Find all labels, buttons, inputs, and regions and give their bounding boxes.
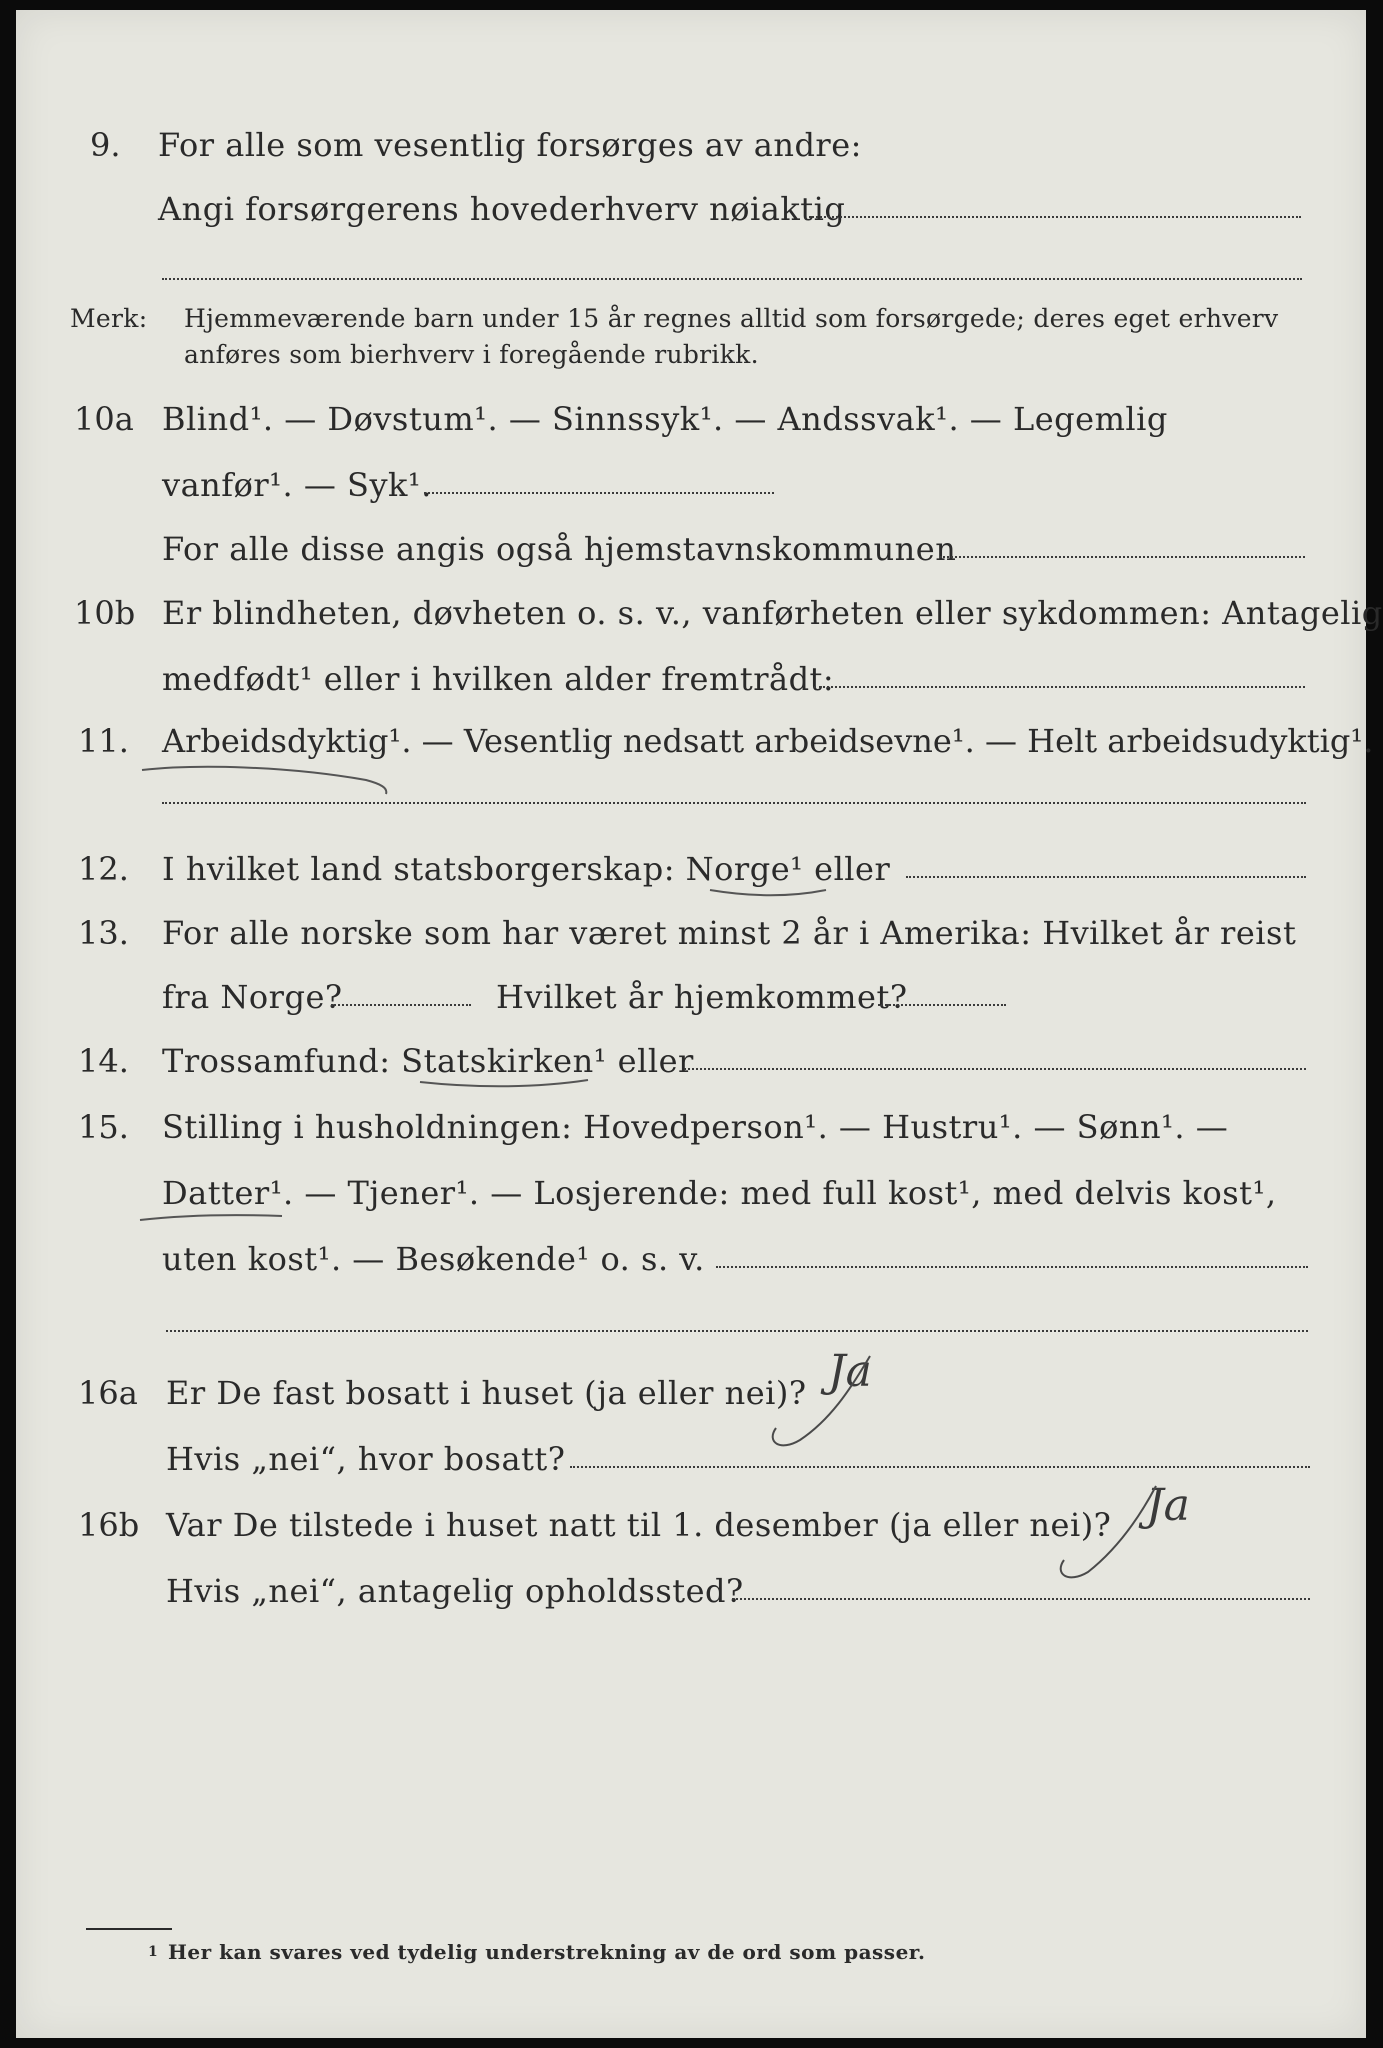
- footnote-text: Her kan svares ved tydelig understrekning av de ord som passer.: [168, 1940, 926, 1964]
- q11-line1: Arbeidsdyktig¹. — Vesentlig nedsatt arbeidsevne¹. — Helt arbeidsudyktig¹.: [162, 722, 1374, 760]
- q10b-line2: medfødt¹ eller i hvilken alder fremtrådt:: [162, 660, 835, 698]
- q9-line1: For alle som vesentlig forsørges av andre:: [158, 126, 862, 164]
- q14-number: 14.: [78, 1042, 129, 1080]
- q16b-handwritten-stroke: [1044, 1480, 1164, 1590]
- q13-line1: For alle norske som har været minst 2 år i Amerika: Hvilket år reist: [162, 914, 1297, 952]
- q15-line2: Datter¹. — Tjener¹. — Losjerende: med full kost¹, med delvis kost¹,: [162, 1174, 1277, 1212]
- q10a-answer-line[interactable]: [424, 492, 774, 494]
- q10b-answer-line[interactable]: [814, 686, 1305, 688]
- q12-handwritten-underline: [706, 882, 836, 906]
- q16b-number: 16b: [78, 1506, 140, 1544]
- merk-line2: anføres som bierhverv i foregående rubrikk.: [184, 340, 759, 369]
- q10a-line1: Blind¹. — Døvstum¹. — Sinnssyk¹. — Andssvak¹. — Legemlig: [162, 400, 1168, 438]
- q13-reist-line[interactable]: [331, 1004, 471, 1006]
- q15-handwritten-underline: [136, 1206, 286, 1232]
- q15-line3: uten kost¹. — Besøkende¹ o. s. v.: [162, 1240, 705, 1278]
- q14-handwritten-underline: [416, 1074, 596, 1096]
- q16a-line2: Hvis „nei“, hvor bosatt?: [166, 1440, 566, 1478]
- q9-number: 9.: [90, 126, 121, 164]
- q13-hjemkommet-line[interactable]: [878, 1004, 1006, 1006]
- q10a-number: 10a: [74, 400, 134, 438]
- q16a-handwritten-answer: Ja: [828, 1346, 872, 1397]
- q15-line1: Stilling i husholdningen: Hovedperson¹. — Hustru¹. — Sønn¹. —: [162, 1108, 1229, 1146]
- q10a-line3: For alle disse angis også hjemstavnskommunen: [162, 530, 957, 568]
- q16a-number: 16a: [78, 1374, 138, 1412]
- q15-answer-line[interactable]: [716, 1266, 1308, 1268]
- q16a-answer-line[interactable]: [570, 1466, 1310, 1468]
- q10b-number: 10b: [74, 594, 136, 632]
- q16a-line1: Er De fast bosatt i huset (ja eller nei)?: [166, 1374, 807, 1412]
- q15-number: 15.: [78, 1108, 129, 1146]
- q12-answer-line[interactable]: [906, 876, 1306, 878]
- footnote-rule: [86, 1928, 172, 1930]
- merk-line1: Hjemmeværende barn under 15 år regnes alltid som forsørgede; deres eget erhverv: [184, 304, 1279, 333]
- q16b-line1: Var De tilstede i huset natt til 1. desember (ja eller nei)?: [166, 1506, 1112, 1544]
- q10a-line2: vanfør¹. — Syk¹.: [162, 466, 432, 504]
- q13-line2b: Hvilket år hjemkommet?: [496, 978, 908, 1016]
- q16a-handwritten-stroke: [760, 1350, 880, 1460]
- footnote-mark: 1: [148, 1944, 159, 1960]
- q10a-hjemstavn-line[interactable]: [940, 556, 1305, 558]
- q16b-handwritten-answer: Ja: [1146, 1480, 1190, 1531]
- q13-line2a: fra Norge?: [162, 978, 343, 1016]
- q11-number: 11.: [78, 722, 129, 760]
- q9-answer-line-2[interactable]: [162, 278, 1302, 280]
- q11-answer-line[interactable]: [162, 802, 1306, 804]
- q12-number: 12.: [78, 850, 129, 888]
- merk-label: Merk:: [70, 304, 148, 333]
- q14-answer-line[interactable]: [684, 1068, 1306, 1070]
- census-form-page: [16, 10, 1383, 2038]
- q14-line1: Trossamfund: Statskirken¹ eller: [162, 1042, 694, 1080]
- q9-line2: Angi forsørgerens hovederhverv nøiaktig: [158, 190, 846, 228]
- q15-answer-line-2[interactable]: [166, 1330, 1308, 1332]
- q12-line1: I hvilket land statsborgerskap: Norge¹ eller: [162, 850, 891, 888]
- q9-answer-line[interactable]: [809, 216, 1301, 218]
- q16b-line2: Hvis „nei“, antagelig opholdssted?: [166, 1572, 744, 1610]
- q11-handwritten-underline: [136, 758, 396, 798]
- q16b-answer-line[interactable]: [732, 1598, 1310, 1600]
- q10b-line1: Er blindheten, døvheten o. s. v., vanførheten eller sykdommen: Antagelig: [162, 594, 1383, 632]
- q13-number: 13.: [78, 914, 129, 952]
